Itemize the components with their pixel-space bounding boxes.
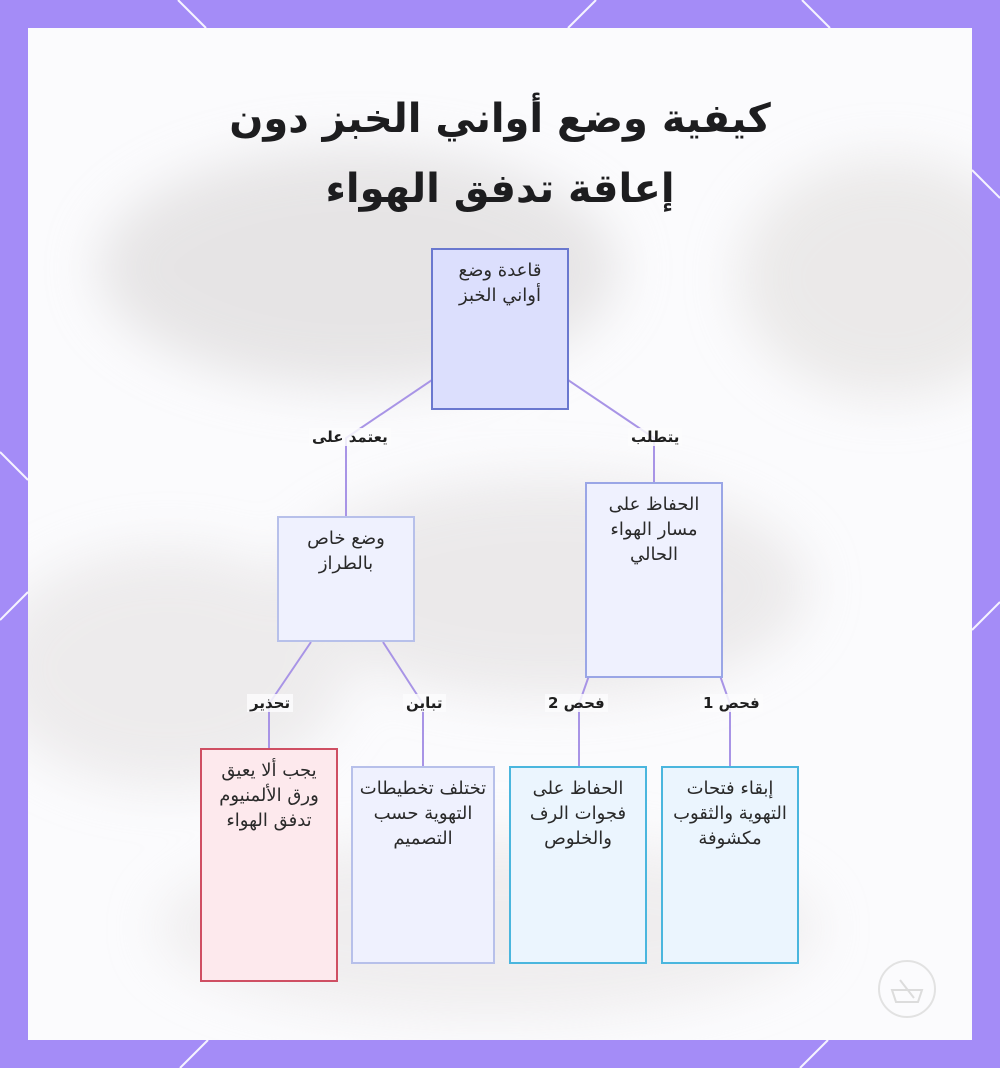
node-style-label: وضع خاص بالطراز xyxy=(307,528,385,574)
node-airflow xyxy=(585,482,723,678)
edge-label-depends-on: يعتمد على xyxy=(309,428,391,446)
node-layouts xyxy=(351,766,495,964)
edge-label-requires: يتطلب xyxy=(628,428,682,446)
node-foil-label: يجب ألا يعيق ورق الألمنيوم تدفق الهواء xyxy=(219,760,319,831)
watermark-logo xyxy=(876,958,938,1020)
node-vents xyxy=(661,766,799,964)
node-vents-label: إبقاء فتحات التهوية والثقوب مكشوفة xyxy=(673,778,787,849)
node-gaps xyxy=(509,766,647,964)
title-line-2: إعاقة تدفق الهواء xyxy=(325,166,675,212)
edge-label-warning: تحذير xyxy=(247,694,293,712)
edge-label-check2: فحص 2 xyxy=(545,694,608,712)
connector-lines xyxy=(28,28,972,1040)
edge-label-variation: تباين xyxy=(403,694,446,712)
node-root-label: قاعدة وضع أواني الخبز xyxy=(458,260,542,306)
node-foil xyxy=(200,748,338,982)
node-style xyxy=(277,516,415,642)
node-airflow-label: الحفاظ على مسار الهواء الحالي xyxy=(608,494,700,565)
diagram-card xyxy=(28,28,972,1040)
title-line-1: كيفية وضع أواني الخبز دون xyxy=(229,96,771,142)
link-root-to-style xyxy=(346,380,432,516)
edge-label-check1: فحص 1 xyxy=(700,694,763,712)
node-layouts-label: تختلف تخطيطات التهوية حسب التصميم xyxy=(359,778,487,849)
node-gaps-label: الحفاظ على فجوات الرف والخلوص xyxy=(529,778,627,849)
node-root xyxy=(431,248,569,410)
